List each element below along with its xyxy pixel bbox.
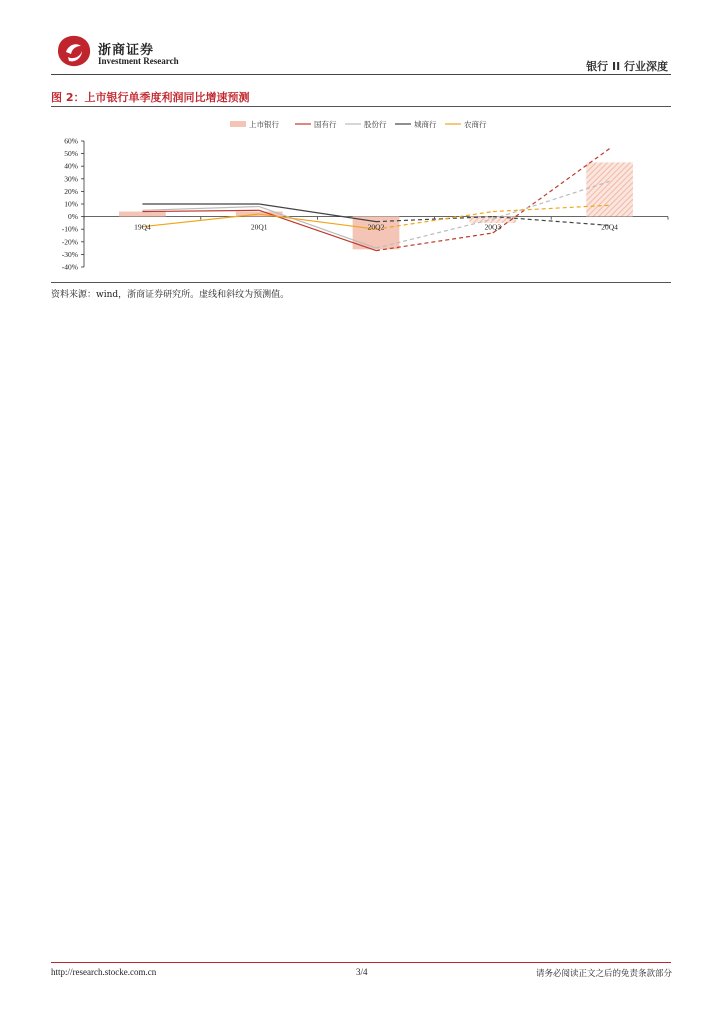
figure-bottom-divider (51, 282, 671, 283)
y-tick-label: -10% (61, 224, 78, 234)
x-tick-label: 20Q3 (484, 222, 502, 232)
y-tick-label: 30% (64, 174, 78, 184)
x-tick-label: 20Q2 (367, 222, 385, 232)
y-tick-label: 40% (64, 161, 78, 171)
legend-swatch (230, 121, 246, 127)
logo-english-name: Investment Research (98, 56, 179, 66)
y-tick-label: 0% (68, 212, 78, 222)
footer-url[interactable]: http://research.stocke.com.cn (51, 967, 157, 977)
x-tick-label: 20Q1 (250, 222, 268, 232)
y-tick-label: -40% (61, 262, 78, 272)
legend-label: 农商行 (464, 120, 487, 129)
y-tick-label: 20% (64, 186, 78, 196)
y-tick-label: -30% (61, 249, 78, 259)
x-tick-label: 20Q4 (601, 222, 618, 232)
y-tick-label: -20% (61, 237, 78, 247)
legend-label: 股份行 (364, 120, 387, 129)
figure-title: 图 2：上市银行单季度利润同比增速预测 (51, 91, 250, 104)
series-segment (142, 210, 259, 211)
x-tick-label: 19Q4 (134, 222, 151, 232)
figure-source-note: 资料来源：wind，浙商证券研究所。虚线和斜纹为预测值。 (51, 290, 290, 300)
y-tick-label: 10% (64, 199, 78, 209)
logo-chinese-name: 浙商证券 (98, 43, 155, 58)
legend-label: 上市银行 (249, 120, 279, 129)
footer-disclaimer: 请务必阅读正文之后的免责条款部分 (535, 969, 672, 979)
series-segment (142, 207, 259, 211)
report-section: 银行 II 行业深度 (586, 60, 668, 73)
profit-growth-chart (0, 0, 724, 290)
footer-divider (51, 962, 671, 963)
y-tick-label: 60% (64, 136, 78, 146)
legend-label: 国有行 (314, 120, 337, 129)
page-number: 3/4 (356, 967, 368, 977)
bar-20q4 (586, 162, 633, 216)
legend-label: 城商行 (414, 120, 437, 129)
y-tick-label: 50% (64, 149, 78, 159)
bar-19q4 (119, 212, 166, 217)
